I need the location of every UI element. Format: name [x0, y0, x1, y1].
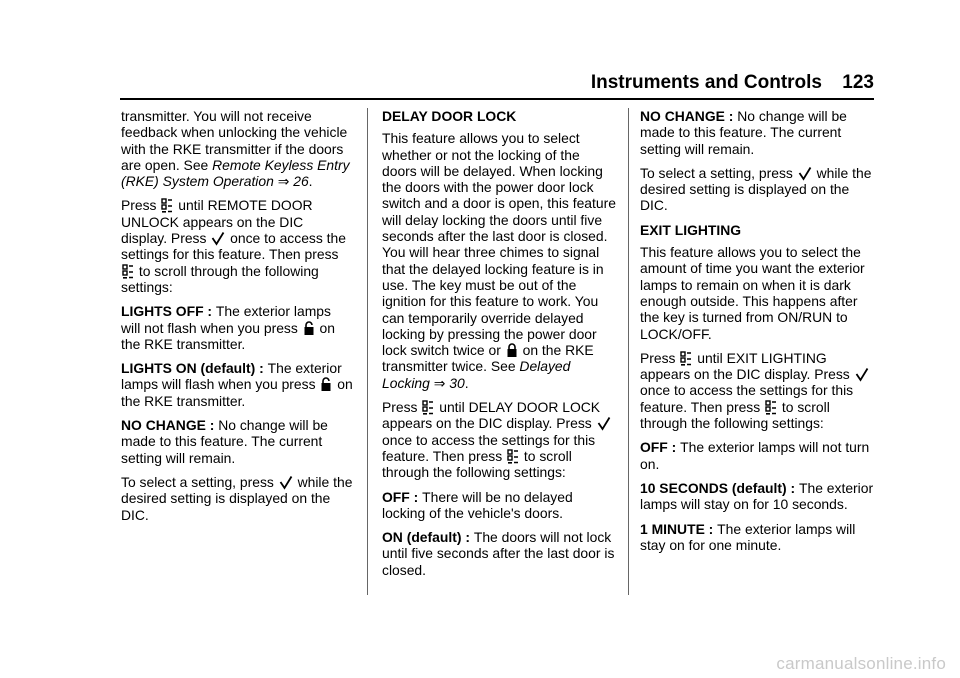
page-header — [120, 70, 874, 100]
checkmark-icon — [798, 166, 812, 181]
option-term: LIGHTS OFF : — [121, 303, 216, 320]
column-3 — [640, 108, 876, 561]
paragraph: To select a setting, press while the desired setting is displayed on the DIC. — [121, 473, 353, 523]
ref-arrow-icon: ⇒ — [433, 374, 446, 391]
setting-option: 1 MINUTE : The exterior lamps will stay on for one minute. — [640, 520, 856, 553]
option-term: ON (default) : — [382, 529, 474, 546]
menu-scroll-icon — [765, 400, 777, 415]
column-divider — [628, 108, 629, 595]
paragraph: To select a setting, press while the desired setting is displayed on the DIC. — [640, 164, 872, 214]
cross-reference-link[interactable]: Delayed Locking — [382, 358, 571, 391]
setting-option: NO CHANGE : No change will be made to this feature. The current setting will remain. — [121, 417, 328, 466]
paragraph: Press until REMOTE DOOR UNLOCK appears on the DIC display. Press once to access the settings for this feature. Then press to scroll through the following settings: — [121, 197, 346, 295]
section-title: Instruments and Controls — [590, 72, 822, 93]
setting-option: NO CHANGE : No change will be made to this feature. The current setting will remain. — [640, 108, 847, 157]
watermark: carmanualsonline.info — [776, 654, 946, 673]
paragraph: This feature allows you to select whether or not the locking of the doors will be delayed. When locking the doors with the power door lock switch and a door is open, this feature will delay locking the doors until five seconds after the last door is closed. You will hear three chimes to signal that the delayed locking feature is in use. The key must be out of the ignition for this feature to work. You can temporarily override delayed locking by pressing the power door lock switch twice or on the RKE transmitter twice. See Delayed Locking ⇒ 30. — [382, 130, 616, 391]
option-term: NO CHANGE : — [121, 417, 219, 434]
paragraph: transmitter. You will not receive feedback when unlocking the vehicle with the RKE transmitter if the doors are open. See Remote Keyless Entry (RKE) System Operation ⇒ 26. — [121, 108, 350, 190]
option-term: 1 MINUTE : — [640, 520, 718, 537]
paragraph: Press until DELAY DOOR LOCK appears on the DIC display. Press once to access the settings for this feature. Then press to scroll through the following settings: — [382, 399, 618, 480]
option-term: LIGHTS ON (default) : — [121, 360, 268, 377]
menu-scroll-icon — [122, 264, 134, 279]
ref-page[interactable]: 26 — [293, 173, 309, 190]
ref-page[interactable]: 30 — [449, 374, 465, 391]
setting-option: ON (default) : The doors will not lock until five seconds after the last door is closed. — [382, 529, 615, 578]
checkmark-icon — [855, 367, 869, 382]
setting-option: 10 SECONDS (default) : The exterior lamps will stay on for 10 seconds. — [640, 479, 874, 513]
column-2 — [382, 108, 618, 586]
checkmark-icon — [279, 475, 293, 490]
section-heading: EXIT LIGHTING — [640, 221, 742, 238]
paragraph: Press until EXIT LIGHTING appears on the DIC display. Press once to access the settings for this feature. Then press to scroll through the following settings: — [640, 350, 876, 431]
setting-option: OFF : There will be no delayed locking of the vehicle's doors. — [382, 488, 573, 521]
rke-lock-icon — [506, 343, 518, 358]
checkmark-icon — [597, 416, 611, 431]
rke-unlock-icon — [303, 321, 315, 336]
setting-option: LIGHTS ON (default) : The exterior lamps will flash when you press on the RKE transmitter. — [121, 360, 353, 409]
option-term: 10 SECONDS (default) : — [640, 479, 799, 496]
setting-option: LIGHTS OFF : The exterior lamps will not flash when you press on the RKE transmitter. — [121, 303, 335, 352]
menu-scroll-icon — [680, 351, 692, 366]
menu-scroll-icon — [422, 400, 434, 415]
column-1 — [121, 108, 353, 531]
paragraph: This feature allows you to select the amount of time you want the exterior lamps to remain on when it is dark enough outside. This happens after the key is turned from ON/RUN to LOCK/OFF. — [640, 244, 865, 342]
ref-arrow-icon: ⇒ — [277, 173, 290, 190]
option-term: OFF : — [640, 439, 681, 456]
setting-option: OFF : The exterior lamps will not turn on. — [640, 439, 870, 472]
column-divider — [367, 108, 368, 595]
menu-scroll-icon — [161, 198, 173, 213]
cross-reference-link[interactable]: Remote Keyless Entry (RKE) System Operation — [121, 156, 350, 190]
menu-scroll-icon — [507, 449, 519, 464]
option-term: OFF : — [382, 488, 423, 505]
checkmark-icon — [211, 231, 225, 246]
rke-unlock-icon — [320, 377, 332, 392]
page-number: 123 — [842, 72, 874, 93]
option-term: NO CHANGE : — [640, 108, 738, 124]
section-heading: DELAY DOOR LOCK — [382, 108, 517, 124]
